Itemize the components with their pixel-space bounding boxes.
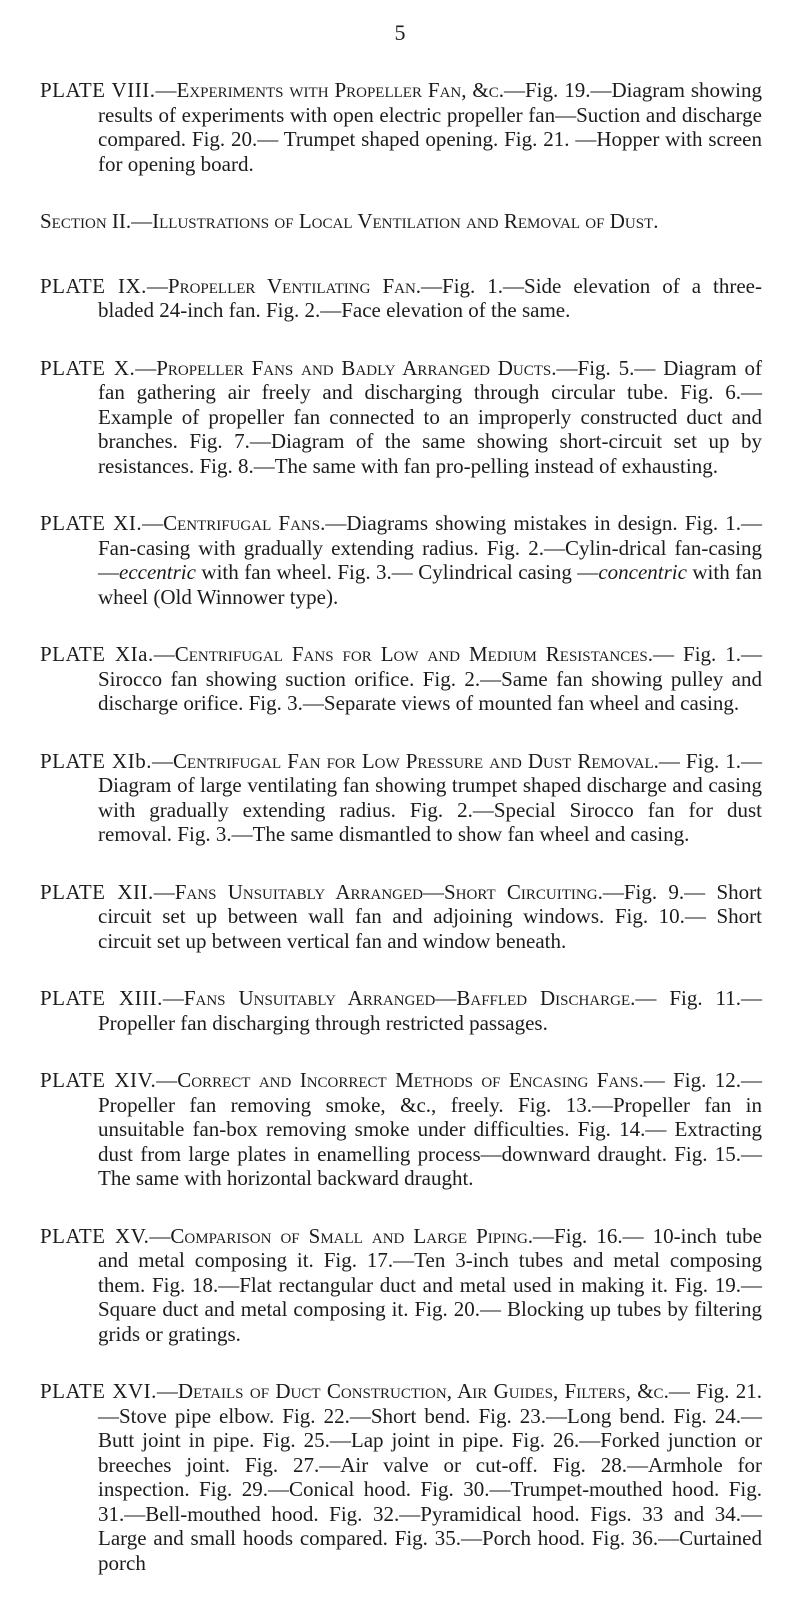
plate-description: —Fig. 16.— 10-inch tube and metal composing it. Fig. 17.—Ten 3-inch tubes and metal composing them. Fig. 18.—Flat rectangular duct and metal used in making it. Fig. 19.—Square duct and metal composing it. Fig. 20.— Blocking up tubes by filtering grids or gratings. (98, 1223, 762, 1346)
plate-entry-xi (40, 511, 762, 609)
plate-title: —Details of Duct Construction, Air Guides, Filters, &c. (156, 1379, 669, 1403)
plate-description: — Fig. 11.—Propeller fan discharging through restricted passages. (98, 986, 762, 1035)
plate-description: — Fig. 1.—Diagram of large ventilating fan showing trumpet shaped discharge and casing with gradually extending radius. Fig. 2.—Special Sirocco fan for dust removal. Fig. 3.—The same dismantled to show fan wheel and casing. (98, 748, 762, 846)
plate-title: —Experiments with Propeller Fan, &c. (155, 78, 504, 102)
plate-title: —Comparison of Small and Large Piping. (149, 1223, 534, 1248)
plate-description-part: with fan wheel. Fig. 3.— Cylindrical casing — (195, 560, 599, 584)
plate-list (40, 78, 762, 1608)
plate-label: PLATE VIII. (40, 78, 156, 102)
plate-label: PLATE XII. (40, 879, 154, 904)
plate-entry-xia (40, 642, 762, 716)
plate-title: —Propeller Ventilating Fan. (146, 273, 422, 298)
section-label: Section II. (40, 209, 132, 233)
plate-label: PLATE X. (40, 355, 136, 380)
page-number: 5 (394, 20, 406, 45)
plate-description: —Fig. 1.—Side elevation of a three-bladed 24-inch fan. Fig. 2.—Face elevation of the same. (98, 273, 763, 322)
plate-title: —Centrifugal Fan for Low Pressure and Dust Removal. (151, 748, 659, 773)
plate-entry-xvi (40, 1379, 762, 1575)
plate-description: —Fig. 5.— Diagram of fan gathering air freely and discharging through circular tube. Fig. 6.—Example of propeller fan connected to an improperly constructed duct and branches. Fig. 7.—Diagram of the same showing short-circuit set up by resistances. Fig. 8.—The same with fan pro-pelling instead of exhausting. (98, 355, 762, 478)
section-heading (40, 209, 762, 234)
plate-label: PLATE XIV. (40, 1068, 157, 1092)
plate-description: — Fig. 21.—Stove pipe elbow. Fig. 22.—Short bend. Fig. 23.—Long bend. Fig. 24.—Butt joint in pipe. Fig. 25.—Lap joint in pipe. Fig. 26.—Forked junction or breeches joint. Fig. 27.—Air valve or cut-off. Fig. 28.—Armhole for inspection. Fig. 29.—Conical hood. Fig. 30.—Trumpet-mouthed hood. Fig. 31.—Bell-mouthed hood. Fig. 32.—Pyramidical hood. Figs. 33 and 34.—Large and small hoods compared. Fig. 35.—Porch hood. Fig. 36.—Curtained porch (98, 1379, 762, 1575)
plate-title: —Fans Unsuitably Arranged—Baffled Discharge. (162, 986, 636, 1010)
plate-entry-xiv (40, 1068, 762, 1191)
plate-description: — Fig. 1.—Sirocco fan showing suction orifice. Fig. 2.—Same fan showing pulley and discharge orifice. Fig. 3.—Separate views of mounted fan wheel and casing. (98, 642, 763, 715)
plate-title: —Fans Unsuitably Arranged—Short Circuiting. (153, 879, 603, 904)
plate-label: PLATE XIb. (40, 748, 152, 773)
plate-description-part: with fan wheel (Old Winnower type). (98, 560, 763, 609)
plate-title: —Centrifugal Fans for Low and Medium Resistances. (153, 642, 654, 666)
plate-entry-ix (40, 274, 762, 323)
plate-label: PLATE XIa. (40, 642, 154, 666)
plate-title: —Correct and Incorrect Methods of Encasing Fans. (156, 1068, 644, 1092)
plate-label: PLATE XV. (40, 1223, 150, 1248)
plate-entry-x (40, 356, 762, 479)
plate-label: PLATE XIII. (40, 986, 163, 1010)
plate-description: —Fig. 9.— Short circuit set up between wall fan and adjoining windows. Fig. 10.— Short circuit set up between vertical fan and window beneath. (98, 879, 762, 953)
section-title: —Illustrations of Local Ventilation and Removal of Dust. (131, 209, 659, 233)
plate-description: —Fig. 19.—Diagram showing results of experiments with open electric propeller fan—Suction and discharge compared. Fig. 20.— Trumpet shaped opening. Fig. 21. —Hopper with screen for opening board. (98, 78, 763, 176)
plate-title: —Propeller Fans and Badly Arranged Ducts. (135, 355, 557, 380)
plate-entry-xiii (40, 986, 762, 1035)
plate-entry-xib (40, 749, 762, 847)
plate-title: —Centrifugal Fans. (142, 511, 326, 535)
plate-label: PLATE IX. (40, 273, 147, 298)
plate-label: PLATE XVI. (40, 1379, 157, 1403)
emphasis-eccentric: eccentric (119, 560, 196, 584)
plate-description: — Fig. 12.—Propeller fan removing smoke, &c., freely. Fig. 13.—Propeller fan in unsuitable fan-box removing smoke under difficulties. Fig. 14.— Extracting dust from large plates in enamelling process—downward draught. Fig. 15.—The same with horizontal backward draught. (98, 1068, 763, 1190)
plate-entry-viii (40, 78, 762, 176)
plate-label: PLATE XI. (40, 511, 143, 535)
plate-entry-xii (40, 880, 762, 954)
plate-entry-xv (40, 1224, 762, 1347)
emphasis-concentric: concentric (598, 560, 687, 584)
plate-description-part: —Diagrams showing mistakes in design. Fig. 1.—Fan-casing with gradually extending radius. Fig. 2.—Cylin-drical fan-casing— (98, 511, 762, 584)
